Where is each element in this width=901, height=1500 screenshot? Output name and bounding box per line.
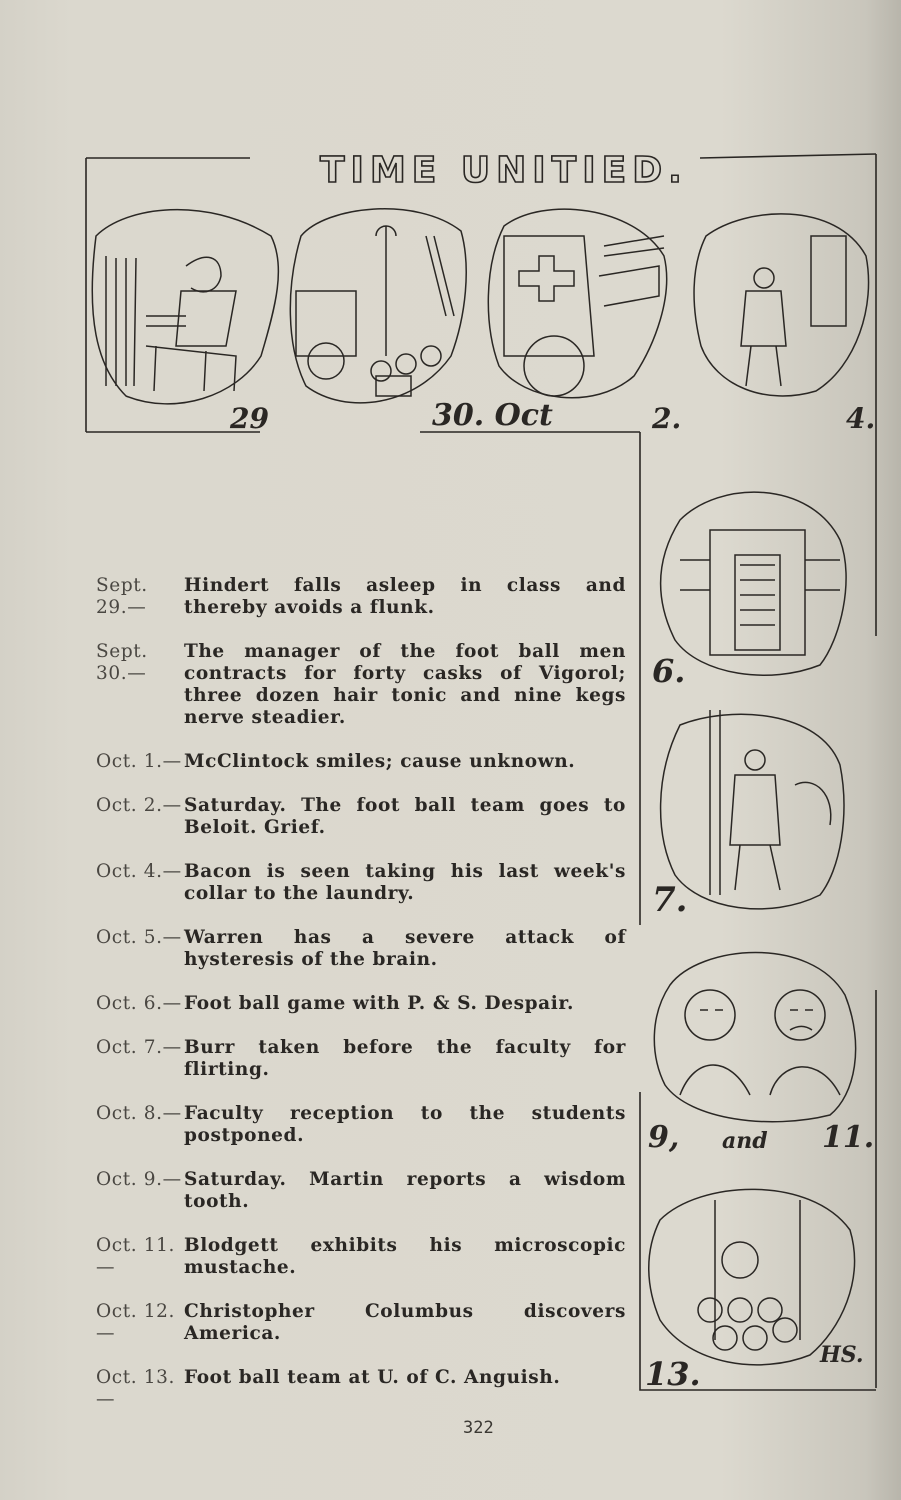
entry-oct-6 bbox=[96, 993, 626, 1015]
entry-sept-29 bbox=[96, 575, 626, 619]
entry-oct-11 bbox=[96, 1235, 626, 1279]
sleeping-student-drawing bbox=[92, 210, 278, 404]
entry-oct-9 bbox=[96, 1169, 626, 1213]
entry-date: Oct. 9.— bbox=[96, 1169, 182, 1190]
caption-2: 2. bbox=[652, 402, 682, 435]
walking-man-drawing bbox=[694, 214, 869, 396]
page-number: 322 bbox=[463, 1418, 494, 1438]
artist-signature: HS. bbox=[820, 1342, 864, 1368]
entry-date: Sept. 30.— bbox=[96, 641, 148, 684]
caption-11: 11. bbox=[822, 1120, 875, 1155]
entry-oct-2 bbox=[96, 795, 626, 839]
entry-text: Hindert falls asleep in class and thereby avoids a flunk. bbox=[184, 575, 626, 618]
entry-oct-8 bbox=[96, 1103, 626, 1147]
entry-text: Saturday. The foot ball team goes to Beloit. Grief. bbox=[184, 795, 626, 838]
entry-text: Faculty reception to the students postponed. bbox=[184, 1103, 626, 1146]
entry-date: Oct. 4.— bbox=[96, 861, 182, 882]
entry-text: McClintock smiles; cause unknown. bbox=[184, 751, 576, 772]
entry-text: The manager of the foot ball men contracts for forty casks of Vigorol; three dozen hair tonic and nine kegs nerve steadier. bbox=[184, 641, 626, 728]
entry-oct-1 bbox=[96, 751, 626, 773]
page-title: TIME UNITIED. bbox=[320, 150, 688, 191]
prisoners-drawing bbox=[649, 1189, 855, 1364]
entry-text: Saturday. Martin reports a wisdom tooth. bbox=[184, 1169, 626, 1212]
caption-9: 9, bbox=[648, 1120, 680, 1155]
top-vignettes bbox=[86, 196, 886, 432]
entry-date: Oct. 13.— bbox=[96, 1367, 175, 1410]
caption-13: 13. bbox=[645, 1355, 701, 1393]
calendar-entries bbox=[96, 575, 626, 1433]
doorway-figure-drawing bbox=[661, 710, 844, 909]
entry-text: Bacon is seen taking his last week's collar to the laundry. bbox=[184, 861, 626, 904]
two-faces-drawing bbox=[654, 953, 855, 1122]
caption-7: 7. bbox=[652, 880, 688, 920]
hospital-drawing bbox=[661, 492, 847, 675]
entry-date: Oct. 7.— bbox=[96, 1037, 182, 1058]
caption-29: 29 bbox=[230, 402, 269, 435]
entry-date: Oct. 1.— bbox=[96, 751, 182, 772]
entry-text: Christopher Columbus discovers America. bbox=[184, 1301, 626, 1344]
entry-oct-12 bbox=[96, 1301, 626, 1345]
side-vignettes bbox=[640, 470, 880, 1390]
entry-sept-30 bbox=[96, 641, 626, 729]
ambulance-drawing bbox=[488, 209, 666, 398]
entry-oct-7 bbox=[96, 1037, 626, 1081]
entry-date: Oct. 5.— bbox=[96, 927, 182, 948]
caption-30-oct: 30. Oct bbox=[432, 398, 553, 433]
entry-date: Oct. 2.— bbox=[96, 795, 182, 816]
entry-oct-13 bbox=[96, 1367, 626, 1411]
entry-text: Burr taken before the faculty for flirting. bbox=[184, 1037, 626, 1080]
entry-date: Oct. 12.— bbox=[96, 1301, 175, 1344]
caption-6: 6. bbox=[652, 652, 686, 690]
entry-text: Blodgett exhibits his microscopic mustache. bbox=[184, 1235, 626, 1278]
entry-text: Warren has a severe attack of hysteresis of the brain. bbox=[184, 927, 626, 970]
entry-oct-5 bbox=[96, 927, 626, 971]
entry-date: Oct. 6.— bbox=[96, 993, 182, 1014]
caption-and: and bbox=[722, 1128, 768, 1154]
entry-date: Sept. 29.— bbox=[96, 575, 148, 618]
entry-text: Foot ball team at U. of C. Anguish. bbox=[184, 1367, 561, 1388]
entry-date: Oct. 8.— bbox=[96, 1103, 182, 1124]
caption-4: 4. bbox=[846, 402, 876, 435]
wagon-drawing bbox=[290, 209, 466, 403]
entry-oct-4 bbox=[96, 861, 626, 905]
entry-text: Foot ball game with P. & S. Despair. bbox=[184, 993, 575, 1014]
entry-date: Oct. 11.— bbox=[96, 1235, 175, 1278]
